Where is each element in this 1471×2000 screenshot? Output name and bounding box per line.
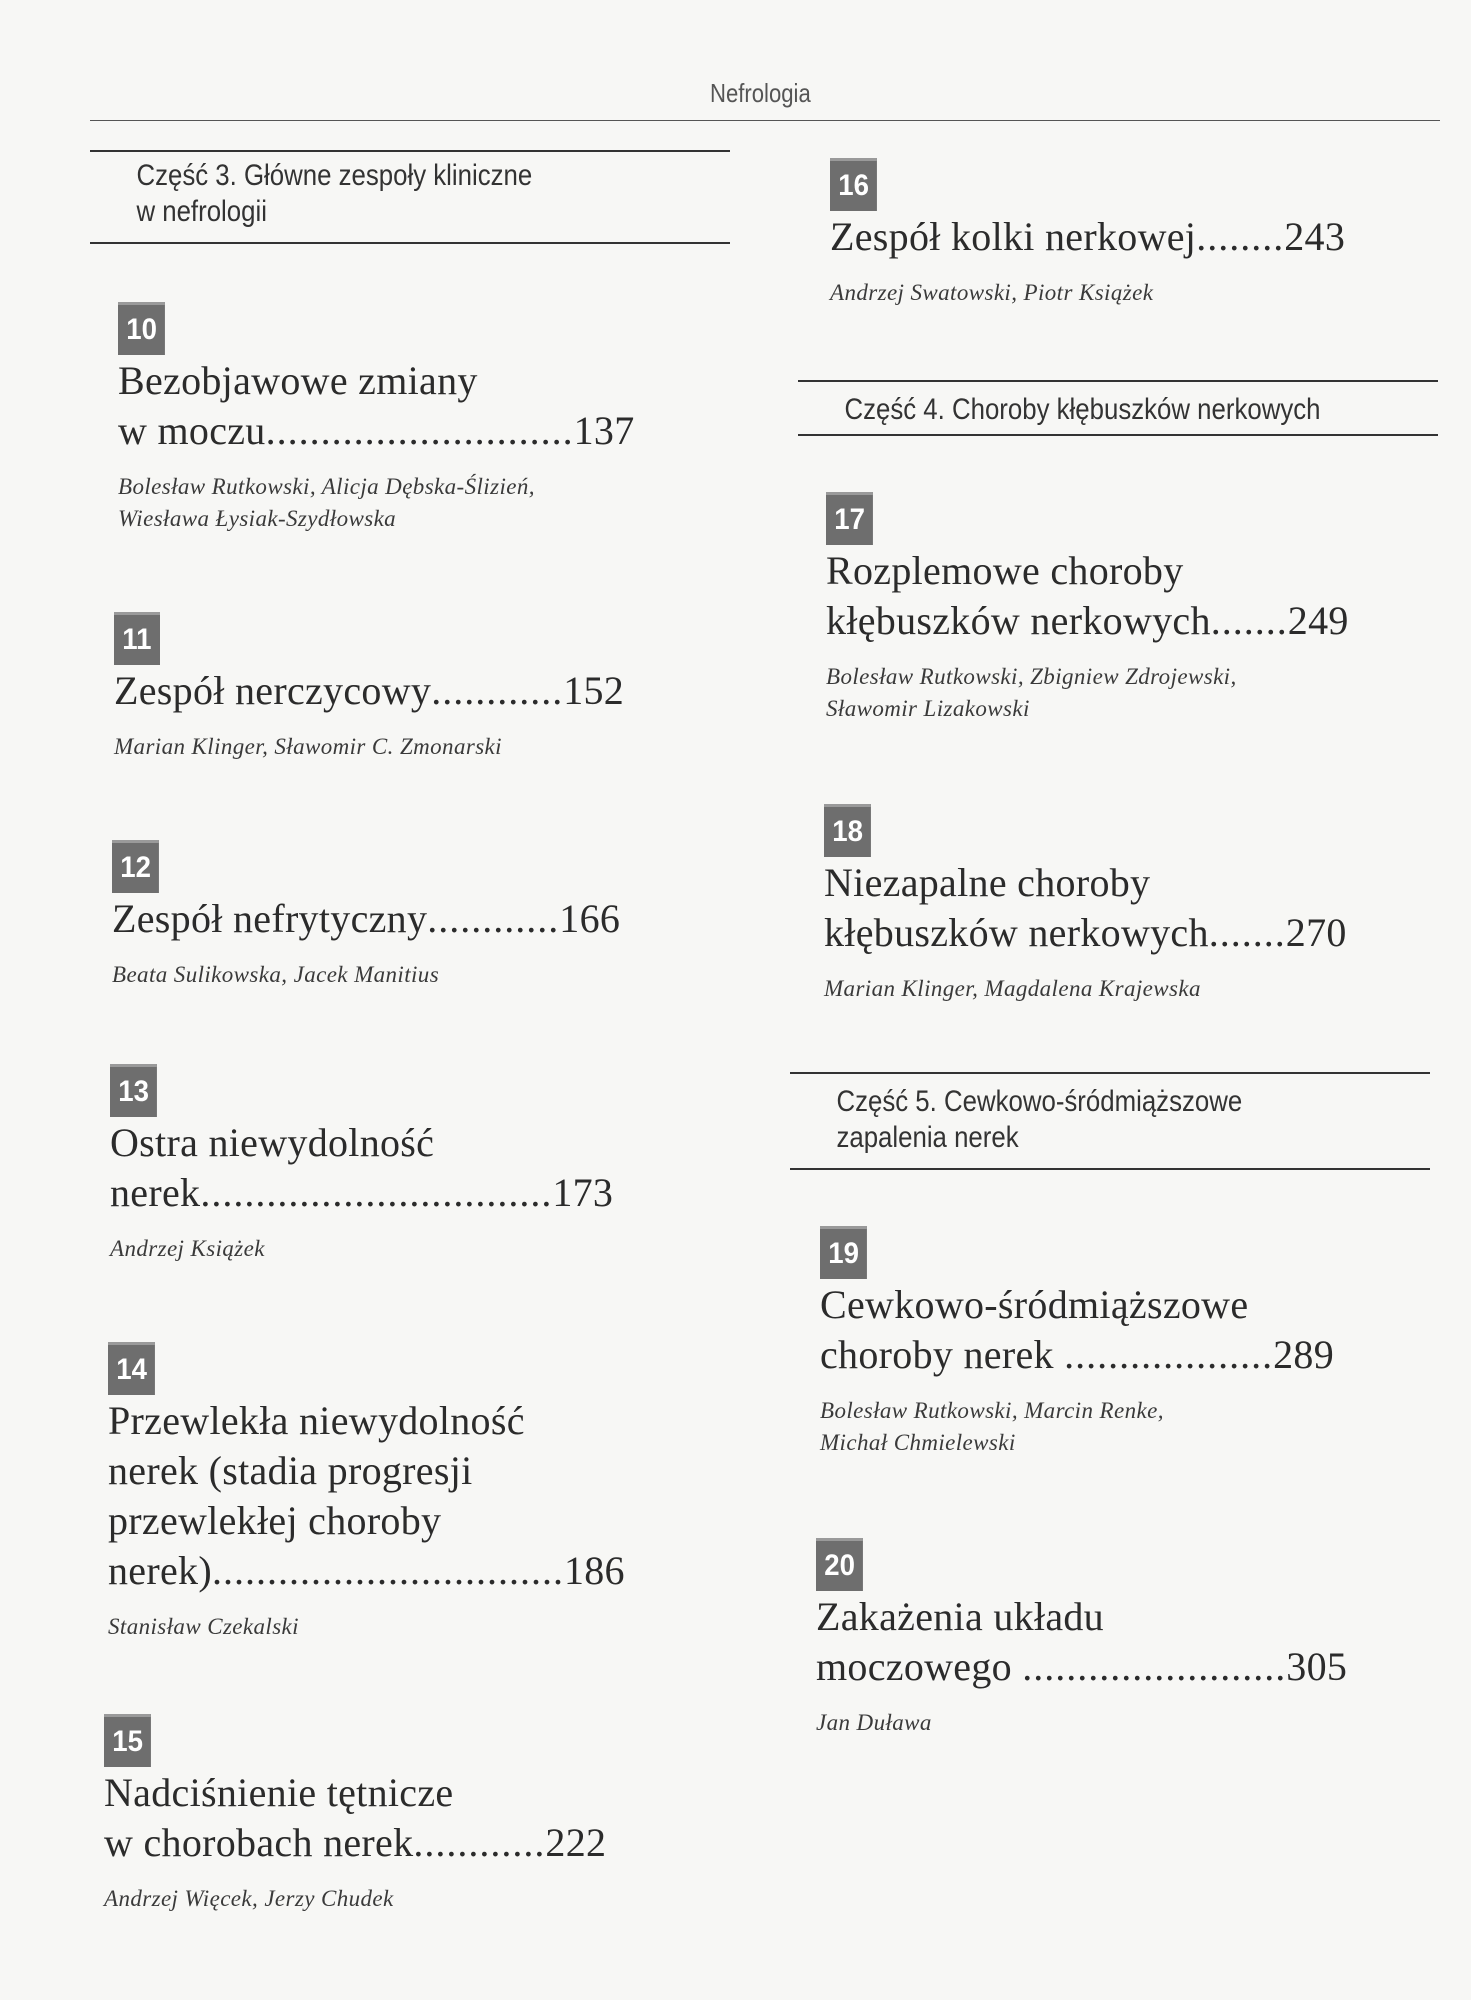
- leader-dots: ............: [431, 668, 564, 713]
- chapter-title-text: choroby nerek: [820, 1332, 1065, 1377]
- chapter-number-badge: 18: [824, 804, 871, 857]
- chapter-title-last-line: [114, 667, 624, 715]
- chapter-title-text: moczowego: [816, 1644, 1023, 1689]
- author-line: Jan Duława: [816, 1710, 932, 1735]
- chapter-title-last-line: [820, 1331, 1334, 1379]
- part-heading-5: [790, 1072, 1430, 1170]
- chapter-title-line: Niezapalne choroby: [824, 860, 1151, 905]
- part-5-label: Część 5. Cewkowo-śródmiąższowe zapalenia nerek: [836, 1085, 1243, 1154]
- page-number: 166: [559, 896, 621, 941]
- chapter-title-last-line: [816, 1643, 1347, 1691]
- page-number: 186: [563, 1548, 625, 1593]
- author-line: Bolesław Rutkowski, Marcin Renke,: [820, 1398, 1164, 1423]
- page-number: 152: [563, 668, 625, 713]
- chapter-title-last-line: [112, 895, 620, 943]
- leader-dots: ................................: [211, 1548, 564, 1593]
- leader-dots: ............: [427, 896, 560, 941]
- part-heading-3: [90, 150, 730, 244]
- chapter-title-line: Cewkowo-śródmiąższowe: [820, 1282, 1249, 1327]
- chapter-authors: [830, 277, 1345, 309]
- page-number: 305: [1286, 1644, 1348, 1689]
- chapter-entry[interactable]: [826, 492, 1349, 725]
- chapter-title-line: Nadciśnienie tętnicze: [104, 1770, 454, 1815]
- running-head: [90, 78, 1440, 121]
- chapter-title-line: nerek (stadia progresji: [108, 1448, 473, 1493]
- chapter-authors: [104, 1883, 606, 1915]
- chapter-title-text: kłębuszków nerkowych: [826, 598, 1211, 643]
- chapter-number-badge: 16: [830, 158, 877, 211]
- chapter-number-badge: 20: [816, 1538, 863, 1591]
- chapter-authors: [114, 731, 624, 763]
- chapter-title-line: Zakażenia układu: [816, 1594, 1104, 1639]
- chapter-number-badge: 14: [108, 1342, 155, 1395]
- chapter-title-last-line: [826, 597, 1349, 645]
- author-line: Michał Chmielewski: [820, 1430, 1016, 1455]
- chapter-title-text: w moczu: [118, 408, 266, 453]
- leader-dots: ...................: [1064, 1332, 1274, 1377]
- author-line: Wiesława Łysiak-Szydłowska: [118, 506, 397, 531]
- chapter-entry[interactable]: [816, 1538, 1347, 1739]
- chapter-authors: [108, 1611, 625, 1643]
- chapter-number-badge: 11: [114, 612, 160, 665]
- chapter-title-text: kłębuszków nerkowych: [824, 910, 1209, 955]
- chapter-title-text: Zespół kolki nerkowej: [830, 214, 1197, 259]
- page-number: 222: [545, 1820, 607, 1865]
- author-line: Marian Klinger, Sławomir C. Zmonarski: [114, 734, 502, 759]
- chapter-authors: [824, 973, 1347, 1005]
- chapter-title-last-line: [118, 407, 635, 455]
- chapter-entry[interactable]: [830, 158, 1345, 309]
- chapter-title-line: Rozplemowe choroby: [826, 548, 1184, 593]
- chapter-title-text: Zespół nefrytyczny: [112, 896, 428, 941]
- chapter-entry[interactable]: [114, 612, 624, 763]
- chapter-title-line: przewlekłej choroby: [108, 1498, 442, 1543]
- author-line: Sławomir Lizakowski: [826, 696, 1030, 721]
- chapter-number-badge: 12: [112, 840, 159, 893]
- author-line: Bolesław Rutkowski, Zbigniew Zdrojewski,: [826, 664, 1237, 689]
- chapter-title-line: Przewlekła niewydolność: [108, 1398, 525, 1443]
- chapter-authors: [820, 1395, 1334, 1459]
- chapter-entry[interactable]: [824, 804, 1347, 1005]
- chapter-title-text: nerek: [110, 1170, 201, 1215]
- chapter-number-badge: 19: [820, 1226, 867, 1279]
- chapter-entry[interactable]: [820, 1226, 1334, 1459]
- leader-dots: ................................: [200, 1170, 553, 1215]
- chapter-authors: [826, 661, 1349, 725]
- author-line: Marian Klinger, Magdalena Krajewska: [824, 976, 1201, 1001]
- chapter-title-last-line: [110, 1169, 613, 1217]
- chapter-authors: [112, 959, 620, 991]
- chapter-title-last-line: [824, 909, 1347, 957]
- chapter-entry[interactable]: [118, 302, 635, 535]
- page-number: 173: [552, 1170, 614, 1215]
- leader-dots: ........: [1196, 214, 1285, 259]
- chapter-title-line: Ostra niewydolność: [110, 1120, 435, 1165]
- leader-dots: .......: [1210, 598, 1288, 643]
- chapter-title-last-line: [104, 1819, 606, 1867]
- part-4-label: Część 4. Choroby kłębuszków nerkowych: [844, 393, 1321, 426]
- page-number: 289: [1273, 1332, 1335, 1377]
- leader-dots: ............................: [265, 408, 574, 453]
- author-line: Andrzej Więcek, Jerzy Chudek: [104, 1886, 394, 1911]
- chapter-entry[interactable]: [112, 840, 620, 991]
- chapter-title-text: nerek): [108, 1548, 212, 1593]
- page-number: 249: [1287, 598, 1349, 643]
- chapter-entry[interactable]: [108, 1342, 625, 1643]
- part-heading-4: [798, 380, 1438, 436]
- chapter-authors: [110, 1233, 613, 1265]
- author-line: Stanisław Czekalski: [108, 1614, 299, 1639]
- page-number: 270: [1285, 910, 1347, 955]
- chapter-entry[interactable]: [104, 1714, 606, 1915]
- page-number: 137: [573, 408, 635, 453]
- chapter-title-line: Bezobjawowe zmiany: [118, 358, 478, 403]
- author-line: Andrzej Swatowski, Piotr Książek: [830, 280, 1154, 305]
- author-line: Andrzej Książek: [110, 1236, 265, 1261]
- chapter-authors: [118, 471, 635, 535]
- chapter-title-last-line: [830, 213, 1345, 261]
- chapter-title-last-line: [108, 1547, 625, 1595]
- page-number: 243: [1284, 214, 1346, 259]
- chapter-title-text: Zespół nerczycowy: [114, 668, 432, 713]
- chapter-authors: [816, 1707, 1347, 1739]
- leader-dots: ........................: [1022, 1644, 1287, 1689]
- leader-dots: ............: [413, 1820, 546, 1865]
- chapter-number-badge: 17: [826, 492, 873, 545]
- part-3-label: Część 3. Główne zespoły kliniczne w nefrologii: [136, 159, 533, 228]
- chapter-number-badge: 10: [118, 302, 165, 355]
- chapter-entry[interactable]: [110, 1064, 613, 1265]
- leader-dots: .......: [1208, 910, 1286, 955]
- chapter-number-badge: 13: [110, 1064, 157, 1117]
- chapter-title-text: w chorobach nerek: [104, 1820, 414, 1865]
- author-line: Bolesław Rutkowski, Alicja Dębska-Ślizień,: [118, 474, 535, 499]
- author-line: Beata Sulikowska, Jacek Manitius: [112, 962, 440, 987]
- chapter-number-badge: 15: [104, 1714, 151, 1767]
- running-head-title: Nefrologia: [710, 78, 811, 108]
